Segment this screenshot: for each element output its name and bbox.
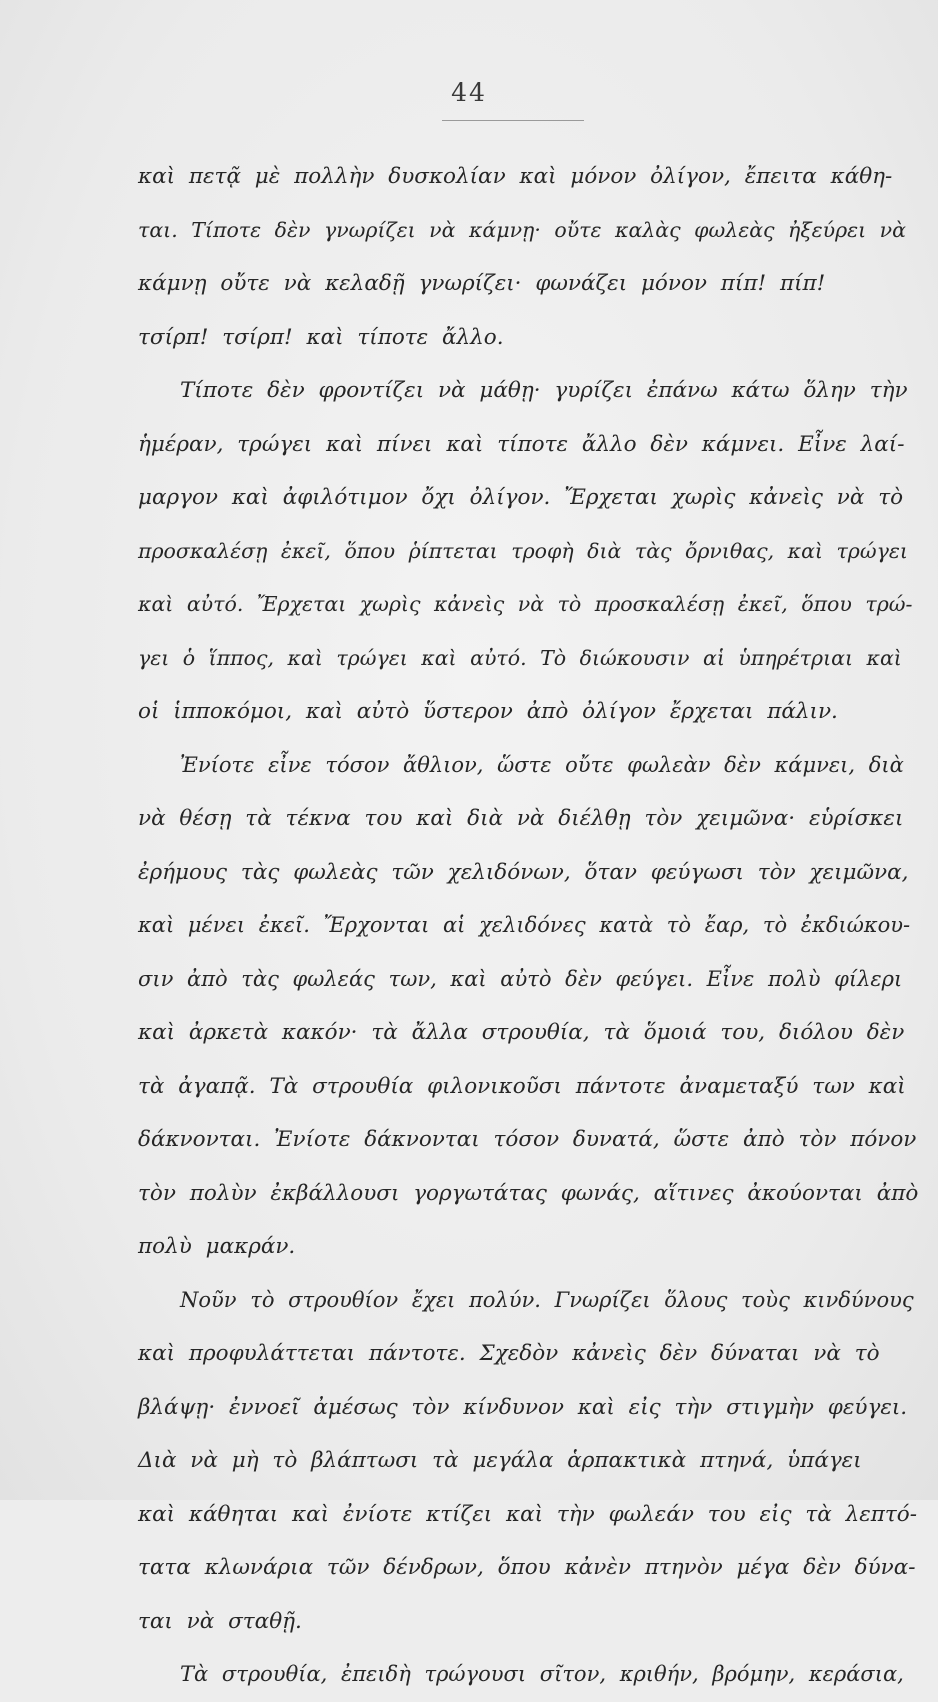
text-line: τσίρπ! τσίρπ! καὶ τίποτε ἄλλο. [138, 324, 504, 350]
text-line: καὶ μένει ἐκεῖ. Ἔρχονται αἱ χελιδόνες κατὰ τὸ ἔαρ, τὸ ἐκδιώκου- [138, 913, 911, 937]
text-line: ἡμέραν, τρώγει καὶ πίνει καὶ τίποτε ἄλλο δὲν κάμνει. Εἶνε λαί- [138, 431, 905, 457]
page-number: 44 [451, 78, 487, 107]
text-line: κάμνῃ οὔτε νὰ κελαδῇ γνωρίζει· φωνάζει μόνον πίπ! πίπ! [138, 271, 826, 296]
header-rule [442, 120, 584, 121]
text-line: Διὰ νὰ μὴ τὸ βλάπτωσι τὰ μεγάλα ἁρπακτικὰ πτηνά, ὑπάγει [138, 1448, 862, 1473]
text-line: πολὺ μακράν. [138, 1234, 296, 1259]
text-line: μαργον καὶ ἀφιλότιμον ὄχι ὀλίγον. Ἔρχεται χωρὶς κἀνεὶς νὰ τὸ [138, 485, 904, 510]
text-line: Τίποτε δὲν φροντίζει νὰ μάθῃ· γυρίζει ἐπάνω κάτω ὅλην τὴν [180, 378, 908, 403]
body-text [138, 150, 918, 1702]
text-line: νὰ θέσῃ τὰ τέκνα του καὶ διὰ νὰ διέλθῃ τὸν χειμῶνα· εὑρίσκει [138, 806, 904, 831]
text-line: καὶ ἀρκετὰ κακόν· τὰ ἄλλα στρουθία, τὰ ὅμοιά του, διόλου δὲν [138, 1020, 905, 1045]
text-line: σιν ἀπὸ τὰς φωλεάς των, καὶ αὐτὸ δὲν φεύγει. Εἶνε πολὺ φίλερι [138, 966, 903, 991]
text-line: τὸν πολὺν ἐκβάλλουσι γοργωτάτας φωνάς, αἵτινες ἀκούονται ἀπὸ [138, 1180, 919, 1206]
text-line: ἐρήμους τὰς φωλεὰς τῶν χελιδόνων, ὅταν φεύγωσι τὸν χειμῶνα, [138, 859, 909, 885]
text-line: γει ὁ ἵππος, καὶ τρώγει καὶ αὐτό. Τὸ διώκουσιν αἱ ὑπηρέτριαι καὶ [138, 645, 902, 670]
text-line: δάκνονται. Ἐνίοτε δάκνονται τόσον δυνατά, ὥστε ἀπὸ τὸν πόνον [138, 1127, 917, 1152]
text-line: προσκαλέσῃ ἐκεῖ, ὅπου ῥίπτεται τροφὴ διὰ τὰς ὄρνιθας, καὶ τρώγει [138, 538, 908, 563]
text-line: τατα κλωνάρια τῶν δένδρων, ὅπου κἀνὲν πτηνὸν μέγα δὲν δύνα- [138, 1555, 916, 1580]
text-line: καὶ αὐτό. Ἔρχεται χωρὶς κἀνεὶς νὰ τὸ προσκαλέσῃ ἐκεῖ, ὅπου τρώ- [138, 592, 913, 616]
text-line: Ἐνίοτε εἶνε τόσον ἄθλιον, ὥστε οὔτε φωλεὰν δὲν κάμνει, διὰ [180, 752, 904, 777]
text-line: βλάψῃ· ἐννοεῖ ἀμέσως τὸν κίνδυνον καὶ εἰς τὴν στιγμὴν φεύγει. [138, 1394, 908, 1420]
text-line: καὶ πετᾷ μὲ πολλὴν δυσκολίαν καὶ μόνον ὀλίγον, ἔπειτα κάθη- [138, 164, 893, 189]
text-line: Τὰ στρουθία, ἐπειδὴ τρώγουσι σῖτον, κριθήν, βρόμην, κεράσια, [180, 1662, 904, 1686]
text-line: ται νὰ σταθῇ. [138, 1608, 302, 1634]
text-line: Νοῦν τὸ στρουθίον ἔχει πολύν. Γνωρίζει ὅλους τοὺς κινδύνους [180, 1287, 914, 1312]
text-line: καὶ κάθηται καὶ ἐνίοτε κτίζει καὶ τὴν φωλεάν του εἰς τὰ λεπτό- [138, 1501, 917, 1527]
text-line: τὰ ἀγαπᾷ. Τὰ στρουθία φιλονικοῦσι πάντοτε ἀναμεταξύ των καὶ [138, 1073, 906, 1099]
text-line: ται. Τίποτε δὲν γνωρίζει νὰ κάμνῃ· οὔτε καλὰς φωλεὰς ἠξεύρει νὰ [138, 217, 906, 242]
text-line: οἱ ἱπποκόμοι, καὶ αὐτὸ ὕστερον ἀπὸ ὀλίγον ἔρχεται πάλιν. [138, 699, 838, 724]
text-line: καὶ προφυλάττεται πάντοτε. Σχεδὸν κἀνεὶς δὲν δύναται νὰ τὸ [138, 1341, 880, 1366]
